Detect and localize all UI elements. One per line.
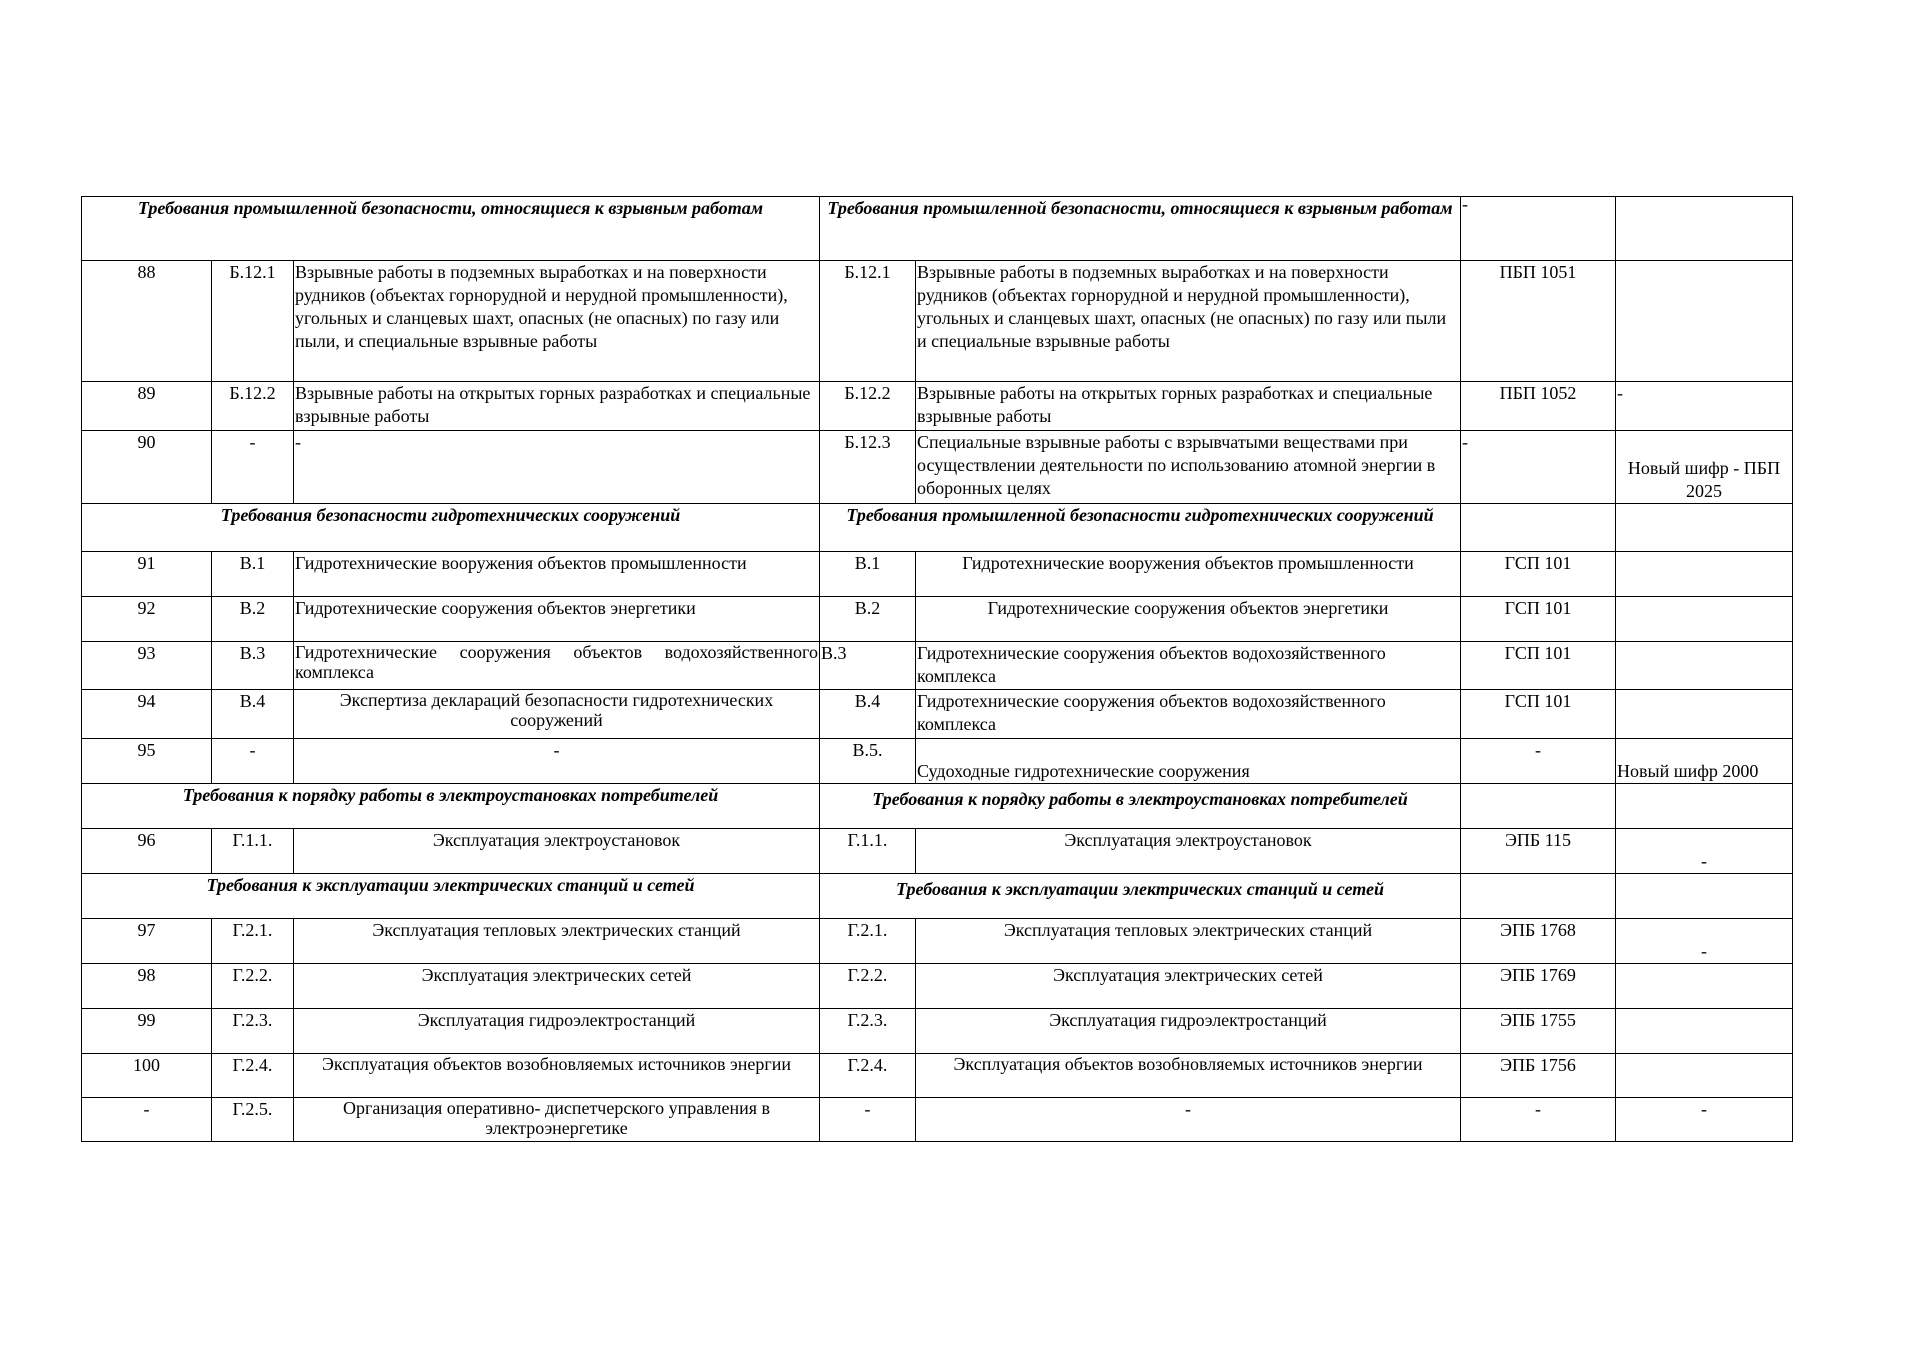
section-mark: - bbox=[1461, 197, 1616, 261]
row-cipher: ЭПБ 1755 bbox=[1461, 1009, 1616, 1054]
section-title-left: Требования к порядку работы в электроустановках потребителей bbox=[82, 784, 820, 829]
cipher-cell bbox=[1461, 874, 1616, 919]
section-title-left: Требования промышленной безопасности, относящиеся к взрывным работам bbox=[82, 197, 820, 261]
row-name: - bbox=[294, 431, 820, 504]
row-note bbox=[1616, 964, 1793, 1009]
row-new-code: Г.2.4. bbox=[820, 1054, 916, 1098]
section-title-right: Требования промышленной безопасности гидротехнических сооружений bbox=[820, 504, 1461, 552]
row-note bbox=[1616, 690, 1793, 739]
row-cipher: ГСП 101 bbox=[1461, 552, 1616, 597]
cipher-cell bbox=[1461, 784, 1616, 829]
row-code: Б.12.1 bbox=[212, 261, 294, 382]
row-cipher: ПБП 1052 bbox=[1461, 382, 1616, 431]
row-code: Г.2.5. bbox=[212, 1098, 294, 1142]
table-row bbox=[82, 597, 1793, 642]
row-code: В.1 bbox=[212, 552, 294, 597]
row-code: - bbox=[212, 739, 294, 784]
note-cell bbox=[1616, 504, 1793, 552]
row-note bbox=[1616, 597, 1793, 642]
row-note bbox=[1616, 552, 1793, 597]
row-note: - bbox=[1616, 1098, 1793, 1142]
row-code: - bbox=[212, 431, 294, 504]
row-code: Г.2.4. bbox=[212, 1054, 294, 1098]
row-name: Эксплуатация объектов возобновляемых источников энергии bbox=[294, 1054, 820, 1098]
note-cell bbox=[1616, 197, 1793, 261]
cipher-cell bbox=[1461, 504, 1616, 552]
row-new-name: Гидротехнические сооружения объектов энергетики bbox=[916, 597, 1461, 642]
table-row bbox=[82, 382, 1793, 431]
row-new-name: Взрывные работы в подземных выработках и на поверхности рудников (объектах горнорудной и нерудной промышленности), угольных и сланцевых шахт, опасных (не опасных) по газу или пыли и специальные взрывные работы bbox=[916, 261, 1461, 382]
row-number: - bbox=[82, 1098, 212, 1142]
row-cipher: - bbox=[1461, 1098, 1616, 1142]
row-number: 95 bbox=[82, 739, 212, 784]
row-new-code: В.4 bbox=[820, 690, 916, 739]
row-new-name: Эксплуатация электрических сетей bbox=[916, 964, 1461, 1009]
row-new-name: Эксплуатация гидроэлектростанций bbox=[916, 1009, 1461, 1054]
row-code: Б.12.2 bbox=[212, 382, 294, 431]
row-code: В.2 bbox=[212, 597, 294, 642]
note-cell bbox=[1616, 784, 1793, 829]
table-row bbox=[82, 261, 1793, 382]
table-row bbox=[82, 919, 1793, 964]
row-cipher: ЭПБ 1756 bbox=[1461, 1054, 1616, 1098]
table-row bbox=[82, 829, 1793, 874]
row-note: Новый шифр 2000 bbox=[1616, 739, 1793, 784]
row-number: 96 bbox=[82, 829, 212, 874]
row-note bbox=[1616, 1009, 1793, 1054]
section-title-right: Требования промышленной безопасности, относящиеся к взрывным работам bbox=[820, 197, 1461, 261]
row-number: 91 bbox=[82, 552, 212, 597]
row-new-name: Судоходные гидротехнические сооружения bbox=[916, 739, 1461, 784]
row-name: Взрывные работы в подземных выработках и на поверхности рудников (объектах горнорудной и нерудной промышленности), угольных и сланцевых шахт, опасных (не опасных) по газу или пыли, и специальные взрывные работы bbox=[294, 261, 820, 382]
row-cipher: ГСП 101 bbox=[1461, 690, 1616, 739]
row-new-name: Гидротехнические сооружения объектов водохозяйственного комплекса bbox=[916, 690, 1461, 739]
section-title-left: Требования к эксплуатации электрических станций и сетей bbox=[82, 874, 820, 919]
table-row bbox=[82, 431, 1793, 504]
row-number: 92 bbox=[82, 597, 212, 642]
row-new-code: Г.1.1. bbox=[820, 829, 916, 874]
row-name: Гидротехнические сооружения объектов энергетики bbox=[294, 597, 820, 642]
row-number: 98 bbox=[82, 964, 212, 1009]
row-number: 94 bbox=[82, 690, 212, 739]
table-row bbox=[82, 964, 1793, 1009]
row-code: Г.2.2. bbox=[212, 964, 294, 1009]
table-row bbox=[82, 1009, 1793, 1054]
row-new-name: Эксплуатация электроустановок bbox=[916, 829, 1461, 874]
row-name: Гидротехнические сооружения объектов водохозяйственного комплекса bbox=[294, 642, 820, 690]
row-code: Г.2.3. bbox=[212, 1009, 294, 1054]
table-row bbox=[82, 739, 1793, 784]
row-name: Экспертиза деклараций безопасности гидротехнических сооружений bbox=[294, 690, 820, 739]
row-name: Взрывные работы на открытых горных разработках и специальные взрывные работы bbox=[294, 382, 820, 431]
row-new-code: В.1 bbox=[820, 552, 916, 597]
row-code: Г.2.1. bbox=[212, 919, 294, 964]
row-new-name: - bbox=[916, 1098, 1461, 1142]
row-name: Эксплуатация гидроэлектростанций bbox=[294, 1009, 820, 1054]
row-code: В.3 bbox=[212, 642, 294, 690]
table-row bbox=[82, 552, 1793, 597]
row-new-code: Б.12.2 bbox=[820, 382, 916, 431]
row-note bbox=[1616, 1054, 1793, 1098]
row-name: Эксплуатация электрических сетей bbox=[294, 964, 820, 1009]
row-new-name: Эксплуатация объектов возобновляемых источников энергии bbox=[916, 1054, 1461, 1098]
row-number: 88 bbox=[82, 261, 212, 382]
section-row-electro bbox=[82, 784, 1793, 829]
row-name: Гидротехнические вооружения объектов промышленности bbox=[294, 552, 820, 597]
row-cipher: ЭПБ 1768 bbox=[1461, 919, 1616, 964]
row-number: 100 bbox=[82, 1054, 212, 1098]
row-number: 89 bbox=[82, 382, 212, 431]
row-new-code: - bbox=[820, 1098, 916, 1142]
row-note: - bbox=[1616, 829, 1793, 874]
table-row bbox=[82, 1054, 1793, 1098]
table-row bbox=[82, 1098, 1793, 1142]
row-new-name: Специальные взрывные работы с взрывчатыми веществами при осуществлении деятельности по использованию атомной энергии в оборонных целях bbox=[916, 431, 1461, 504]
section-row-hydro bbox=[82, 504, 1793, 552]
row-cipher: ПБП 1051 bbox=[1461, 261, 1616, 382]
row-new-code: В.2 bbox=[820, 597, 916, 642]
section-row-explosive bbox=[82, 197, 1793, 261]
row-note: Новый шифр - ПБП 2025 bbox=[1616, 431, 1793, 504]
row-new-name: Гидротехнические сооружения объектов водохозяйственного комплекса bbox=[916, 642, 1461, 690]
row-new-code: Г.2.2. bbox=[820, 964, 916, 1009]
row-number: 90 bbox=[82, 431, 212, 504]
row-name: - bbox=[294, 739, 820, 784]
row-new-code: Б.12.1 bbox=[820, 261, 916, 382]
table-row bbox=[82, 690, 1793, 739]
row-number: 99 bbox=[82, 1009, 212, 1054]
row-cipher: ЭПБ 115 bbox=[1461, 829, 1616, 874]
row-new-name: Гидротехнические вооружения объектов промышленности bbox=[916, 552, 1461, 597]
section-title-right: Требования к порядку работы в электроустановках потребителей bbox=[820, 784, 1461, 829]
row-new-code: Г.2.1. bbox=[820, 919, 916, 964]
row-new-name: Эксплуатация тепловых электрических станций bbox=[916, 919, 1461, 964]
row-new-code: В.3 bbox=[820, 642, 916, 690]
row-code: Г.1.1. bbox=[212, 829, 294, 874]
row-name: Эксплуатация электроустановок bbox=[294, 829, 820, 874]
row-note bbox=[1616, 642, 1793, 690]
row-number: 93 bbox=[82, 642, 212, 690]
row-cipher: - bbox=[1461, 739, 1616, 784]
row-cipher: ГСП 101 bbox=[1461, 597, 1616, 642]
requirements-table bbox=[81, 196, 1793, 1142]
row-name: Эксплуатация тепловых электрических станций bbox=[294, 919, 820, 964]
row-new-code: Б.12.3 bbox=[820, 431, 916, 504]
row-code: В.4 bbox=[212, 690, 294, 739]
row-cipher: ГСП 101 bbox=[1461, 642, 1616, 690]
row-cipher: - bbox=[1461, 431, 1616, 504]
row-note: - bbox=[1616, 919, 1793, 964]
section-title-left: Требования безопасности гидротехнических сооружений bbox=[82, 504, 820, 552]
row-note: - bbox=[1616, 382, 1793, 431]
row-new-code: Г.2.3. bbox=[820, 1009, 916, 1054]
row-cipher: ЭПБ 1769 bbox=[1461, 964, 1616, 1009]
row-number: 97 bbox=[82, 919, 212, 964]
section-title-right: Требования к эксплуатации электрических станций и сетей bbox=[820, 874, 1461, 919]
note-cell bbox=[1616, 874, 1793, 919]
table-row bbox=[82, 642, 1793, 690]
row-new-name: Взрывные работы на открытых горных разработках и специальные взрывные работы bbox=[916, 382, 1461, 431]
row-name: Организация оперативно- диспетчерского управления в электроэнергетике bbox=[294, 1098, 820, 1142]
row-new-code: В.5. bbox=[820, 739, 916, 784]
section-row-stations bbox=[82, 874, 1793, 919]
row-note bbox=[1616, 261, 1793, 382]
